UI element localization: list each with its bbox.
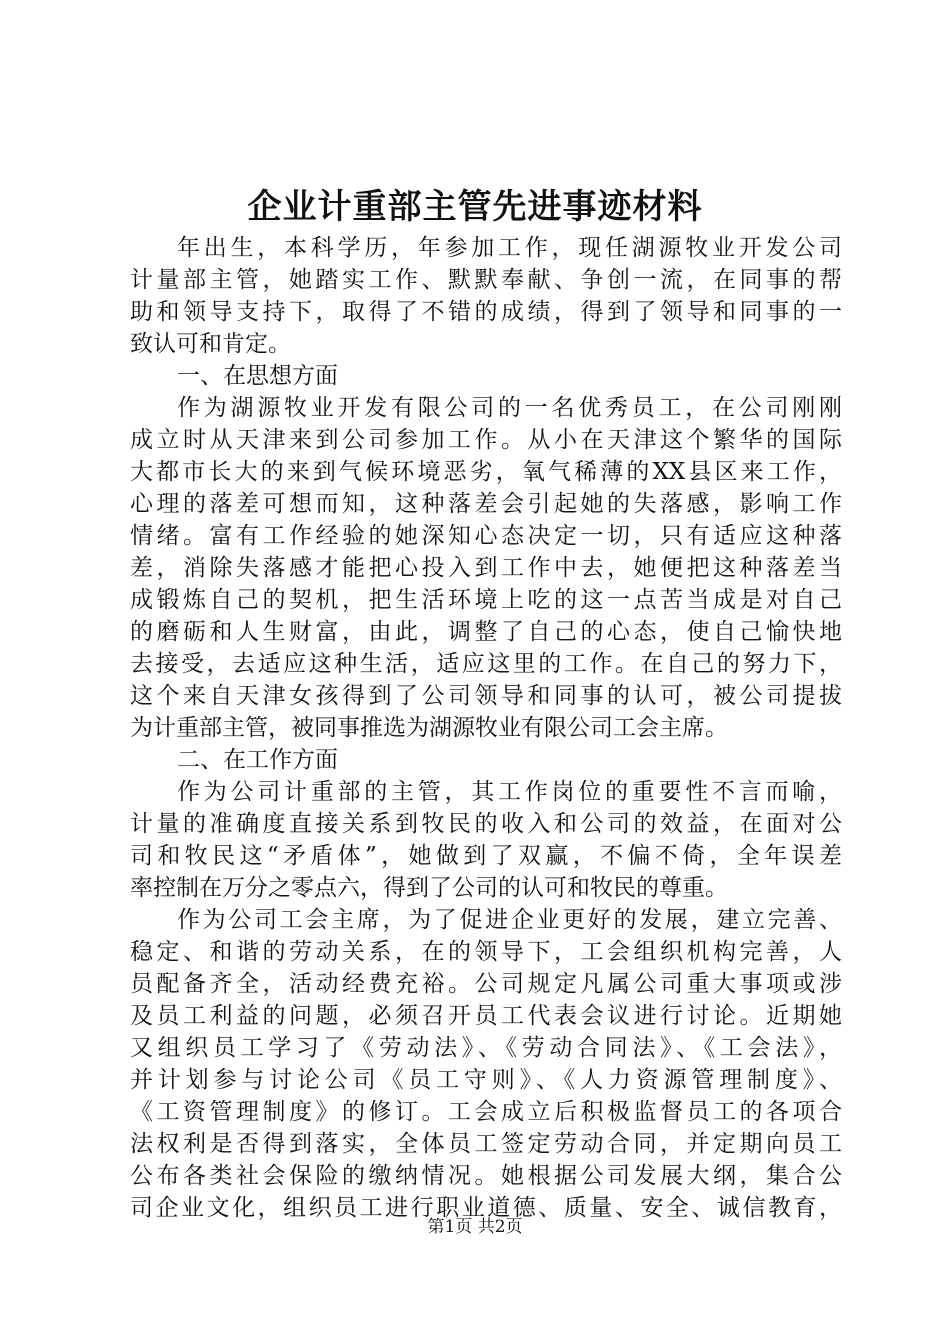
body-text-line: 又组织员工学习了《劳动法》、《劳动合同法》、《工会法》， xyxy=(130,1035,842,1061)
body-text-line: 二、在工作方面 xyxy=(177,747,338,773)
body-text-line: 致认可和肯定。 xyxy=(130,331,291,357)
body-text-line: 法权利是否得到落实，全体员工签定劳动合同，并定期向员工 xyxy=(130,1131,842,1157)
body-text-line: 司和牧民这“矛盾体”，她做到了双赢，不偏不倚，全年误差 xyxy=(130,843,842,869)
body-text-line: 员配备齐全，活动经费充裕。公司规定凡属公司重大事项或涉 xyxy=(130,971,842,997)
body-text-line: 为计重部主管，被同事推选为湖源牧业有限公司工会主席。 xyxy=(130,715,728,741)
document-title: 企业计重部主管先进事迹材料 xyxy=(247,187,703,227)
body-text-line: 成锻炼自己的契机，把生活环境上吃的这一点苦当成是对自己 xyxy=(130,587,842,613)
body-text-line: 并计划参与讨论公司《员工守则》、《人力资源管理制度》、 xyxy=(130,1067,842,1093)
body-text-line: 作为公司计重部的主管，其工作岗位的重要性不言而喻， xyxy=(177,779,842,805)
body-text-line: 情绪。富有工作经验的她深知心态决定一切，只有适应这种落 xyxy=(130,523,842,549)
body-text-line: 作为公司工会主席，为了促进企业更好的发展，建立完善、 xyxy=(177,907,842,933)
body-text-line: 《工资管理制度》的修订。工会成立后积极监督员工的各项合 xyxy=(130,1099,842,1125)
body-text-line: 年出生，本科学历，年参加工作，现任湖源牧业开发公司 xyxy=(177,235,842,261)
body-text-line: 去接受，去适应这种生活，适应这里的工作。在自己的努力下， xyxy=(130,651,842,677)
document-body xyxy=(130,232,842,1224)
body-text-line: 作为湖源牧业开发有限公司的一名优秀员工，在公司刚刚 xyxy=(177,395,842,421)
body-text-line: 这个来自天津女孩得到了公司领导和同事的认可，被公司提拔 xyxy=(130,683,842,709)
body-text-line: 差，消除失落感才能把心投入到工作中去，她便把这种落差当 xyxy=(130,555,842,581)
body-text-line: 及员工利益的问题，必须召开员工代表会议进行讨论。近期她 xyxy=(130,1003,842,1029)
body-text-line: 一、在思想方面 xyxy=(177,363,338,389)
body-text-line: 司企业文化，组织员工进行职业道德、质量、安全、诚信教育， xyxy=(130,1195,842,1221)
body-text-line: 的磨砺和人生财富，由此，调整了自己的心态，使自己愉快地 xyxy=(130,619,842,645)
page-footer: 第1页 共2页 xyxy=(427,1217,523,1237)
body-text-line: 稳定、和谐的劳动关系，在的领导下，工会组织机构完善，人 xyxy=(130,939,842,965)
body-text-line: 率控制在万分之零点六，得到了公司的认可和牧民的尊重。 xyxy=(130,875,728,901)
body-text-line: 助和领导支持下，取得了不错的成绩，得到了领导和同事的一 xyxy=(130,299,842,325)
body-text-line: 计量的准确度直接关系到牧民的收入和公司的效益，在面对公 xyxy=(130,811,842,837)
body-text-line: 公布各类社会保险的缴纳情况。她根据公司发展大纲，集合公 xyxy=(130,1163,842,1189)
body-text-line: 成立时从天津来到公司参加工作。从小在天津这个繁华的国际 xyxy=(130,427,842,453)
body-text-line: 大都市长大的来到气候环境恶劣，氧气稀薄的XX县区来工作， xyxy=(130,459,842,485)
body-text-line: 计量部主管，她踏实工作、默默奉献、争创一流，在同事的帮 xyxy=(130,267,842,293)
body-text-line: 心理的落差可想而知，这种落差会引起她的失落感，影响工作 xyxy=(130,491,842,517)
